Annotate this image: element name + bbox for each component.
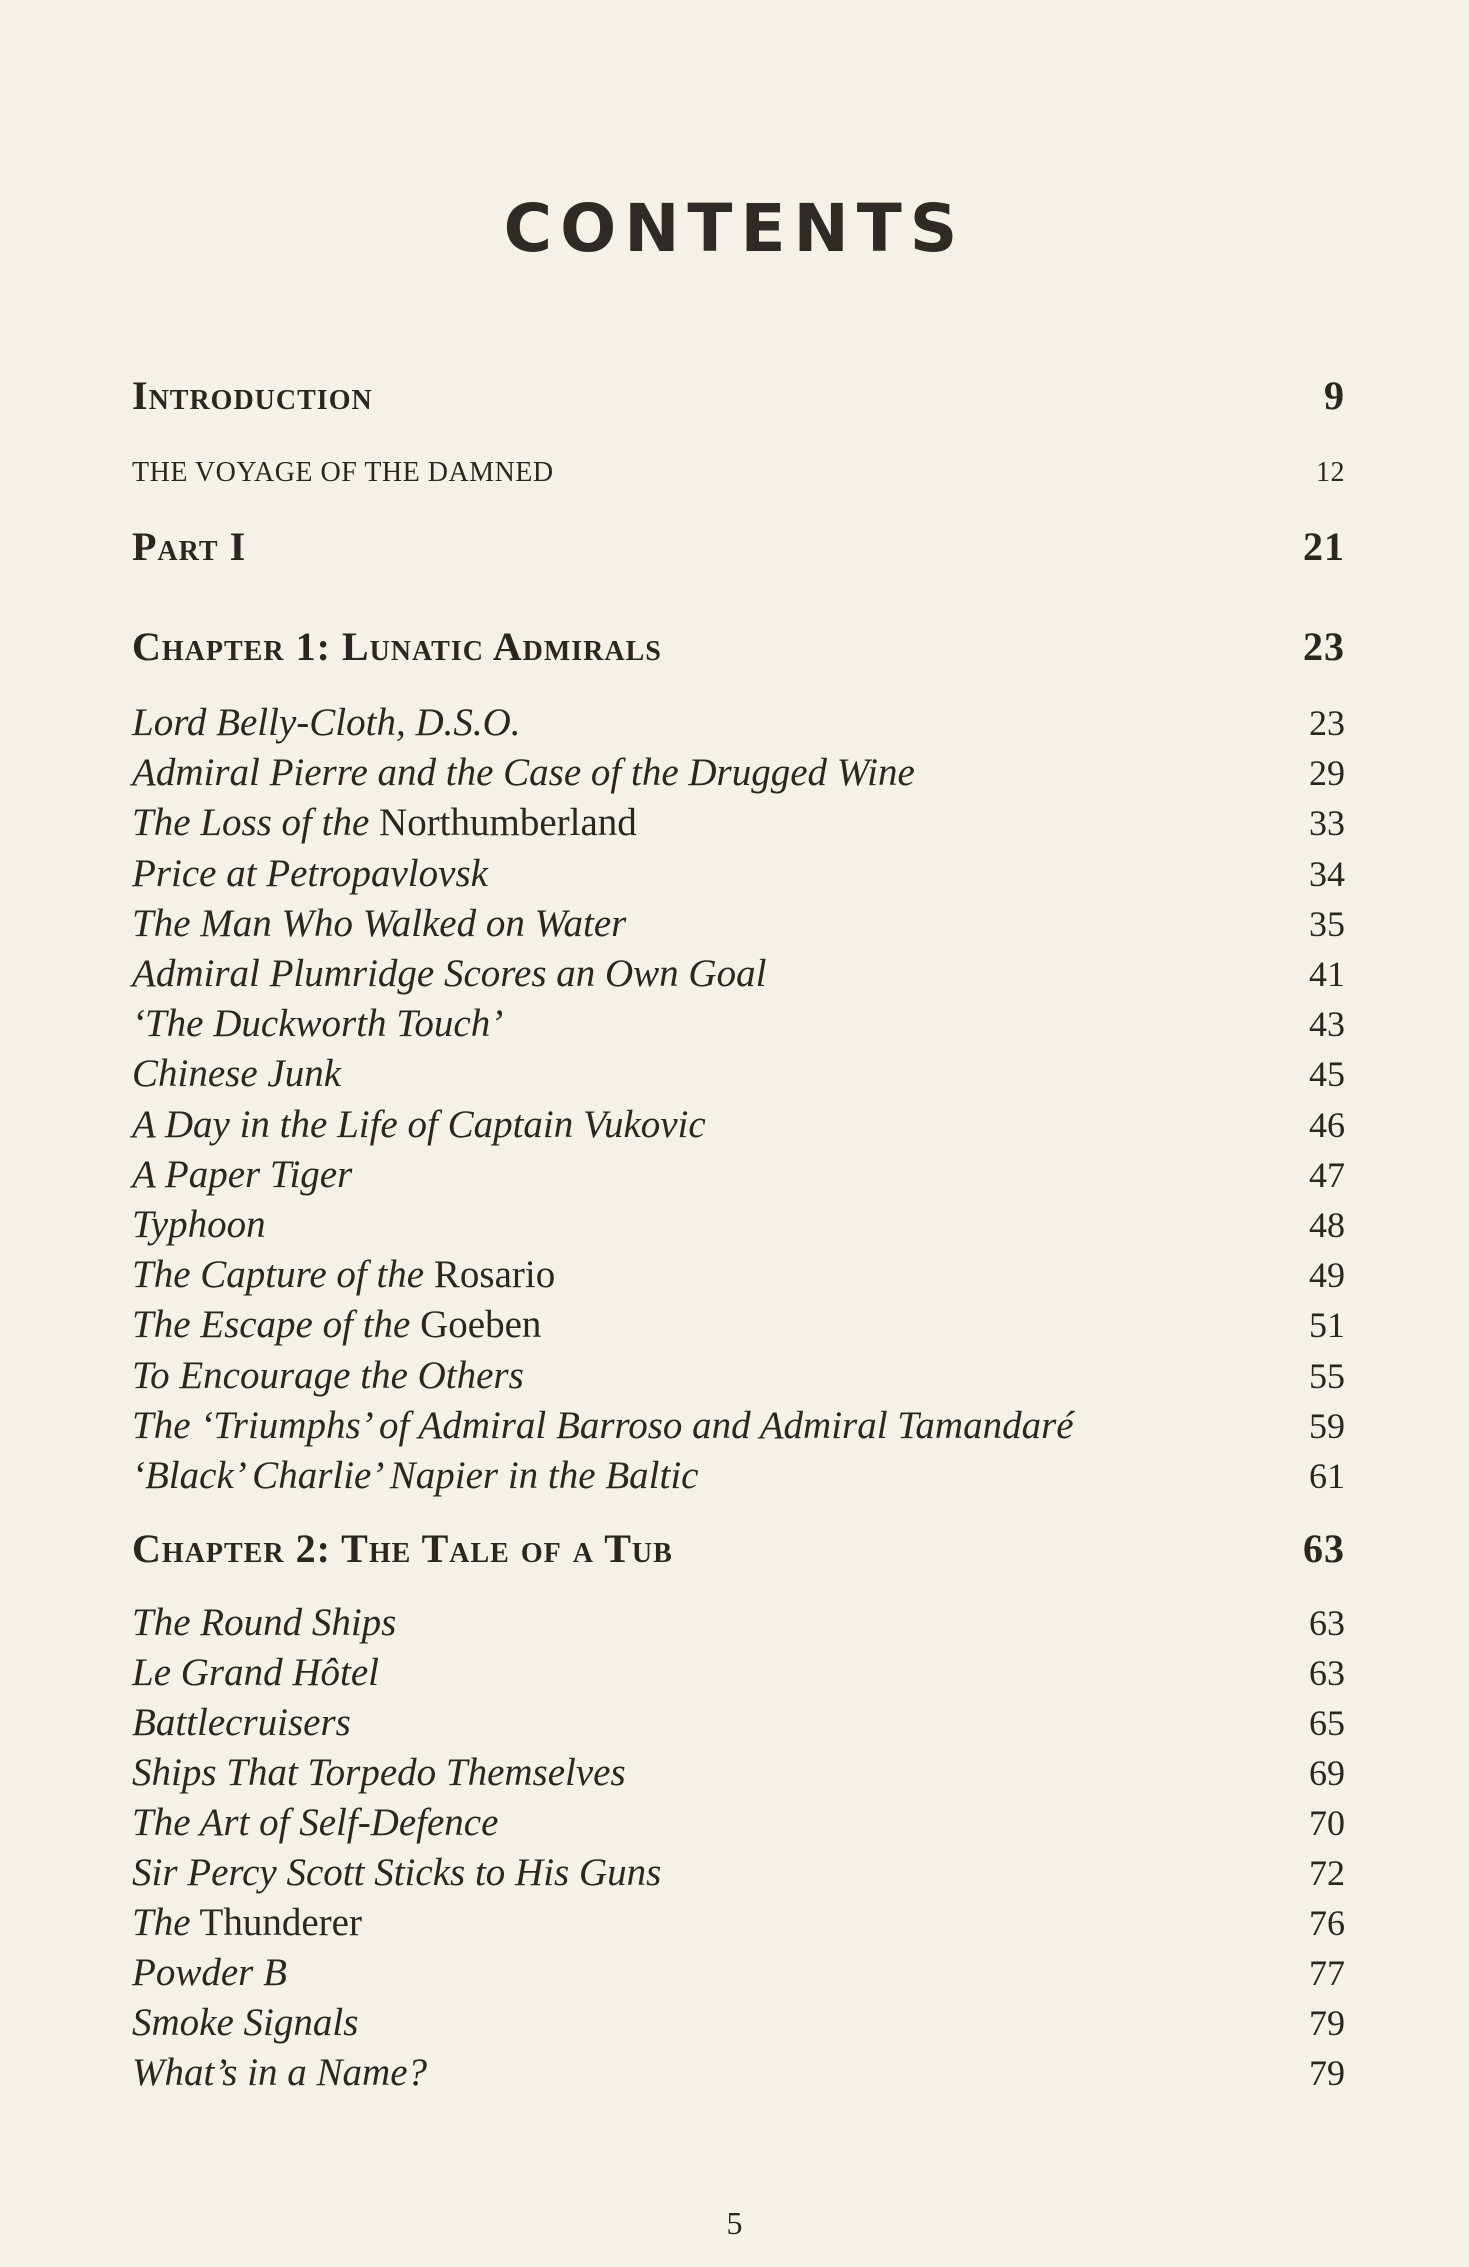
toc-page-number: 65 bbox=[1309, 1703, 1345, 1743]
toc-page-number: 45 bbox=[1309, 1054, 1345, 1095]
toc-page-number: 47 bbox=[1309, 1154, 1345, 1195]
toc-entry-title-text: To Encourage the Others bbox=[132, 1353, 524, 1397]
toc-page-number: 79 bbox=[1309, 2053, 1345, 2093]
toc-entry bbox=[132, 1700, 1345, 1745]
toc-chapter-2 bbox=[132, 1525, 1345, 1572]
toc-entry-title bbox=[132, 800, 637, 845]
toc-entry-title bbox=[132, 1001, 503, 1046]
toc-entry-title-text: Lord Belly-Cloth, D.S.O. bbox=[132, 701, 521, 744]
toc-page-number: 77 bbox=[1309, 1953, 1345, 1993]
toc-entry bbox=[132, 2050, 1345, 2095]
toc-entry bbox=[132, 1850, 1345, 1895]
toc-entry-title-text: The bbox=[132, 1901, 191, 1944]
toc-entry bbox=[132, 951, 1345, 996]
toc-page-number: 48 bbox=[1309, 1205, 1345, 1245]
toc-entry-title bbox=[132, 1800, 498, 1845]
toc-entry-title-text: A Paper Tiger bbox=[132, 1152, 353, 1196]
toc-entry-title-text: The Round Ships bbox=[132, 1601, 397, 1644]
toc-entry-title-text: The Man Who Walked on Water bbox=[132, 901, 627, 945]
toc-page-number: 9 bbox=[1324, 373, 1345, 418]
toc-entry-title bbox=[132, 1302, 541, 1347]
toc-entry-title-text: What’s in a Name? bbox=[132, 2051, 428, 2094]
toc-page-number: 70 bbox=[1309, 1803, 1345, 1843]
toc-page-number: 43 bbox=[1309, 1004, 1345, 1045]
toc-heading-label: Part I bbox=[132, 524, 247, 569]
toc-entry-title-text: The Capture of the bbox=[132, 1253, 425, 1297]
toc-page-number: 35 bbox=[1309, 903, 1345, 944]
toc-page-number: 63 bbox=[1309, 1653, 1345, 1693]
toc-entry bbox=[132, 1102, 1345, 1147]
toc-page-number: 63 bbox=[1303, 1526, 1345, 1571]
toc-chapter-1 bbox=[132, 623, 1345, 670]
toc-entry-title bbox=[132, 700, 521, 745]
toc-page-number: 79 bbox=[1309, 2003, 1345, 2043]
toc-entry-title bbox=[132, 951, 766, 996]
toc-entry-title bbox=[132, 1600, 396, 1645]
toc-introduction bbox=[132, 372, 1345, 419]
toc-page-number: 55 bbox=[1309, 1355, 1345, 1396]
toc-sub-label: THE VOYAGE OF THE DAMNED bbox=[132, 457, 554, 488]
toc-entry-title bbox=[132, 750, 915, 795]
toc-entry-title-text: The Art of Self-Defence bbox=[132, 1801, 499, 1844]
toc-entry-title bbox=[132, 1650, 379, 1695]
toc-entry-title bbox=[132, 1900, 362, 1945]
toc-entry bbox=[132, 1152, 1345, 1197]
toc-entry bbox=[132, 1403, 1345, 1448]
toc-page-number: 33 bbox=[1309, 803, 1345, 844]
toc-page-number: 21 bbox=[1303, 524, 1345, 569]
toc-entry bbox=[132, 1353, 1345, 1398]
toc-entry-title-text: The ‘Triumphs’ of Admiral Barroso and Admiral Tamandaré bbox=[132, 1403, 1074, 1447]
toc-entry bbox=[132, 800, 1345, 845]
toc-page-number: 69 bbox=[1309, 1753, 1345, 1793]
toc-page-number: 51 bbox=[1309, 1305, 1345, 1346]
toc-page-number: 59 bbox=[1309, 1405, 1345, 1446]
toc-page-number: 29 bbox=[1309, 753, 1345, 794]
toc-entry-title bbox=[132, 1403, 1074, 1448]
toc-entry-title bbox=[132, 1252, 555, 1297]
toc-entry-ship-name: Thunderer bbox=[190, 1901, 362, 1944]
toc-entry-title bbox=[132, 1750, 626, 1795]
toc-entry-title bbox=[132, 851, 488, 896]
toc-entry bbox=[132, 901, 1345, 946]
toc-entry bbox=[132, 851, 1345, 896]
toc-entry-title-text: Sir Percy Scott Sticks to His Guns bbox=[132, 1851, 662, 1894]
toc-page-number: 76 bbox=[1309, 1903, 1345, 1943]
toc-entry bbox=[132, 1051, 1345, 1096]
toc-page-number: 63 bbox=[1309, 1603, 1345, 1643]
toc-entry-title-text: Battlecruisers bbox=[132, 1701, 351, 1744]
toc-page-number: 23 bbox=[1303, 624, 1345, 669]
toc-entry bbox=[132, 1252, 1345, 1297]
toc-page-number: 41 bbox=[1309, 954, 1345, 994]
toc-entry-title bbox=[132, 2050, 427, 2095]
toc-entry-title-text: Admiral Plumridge Scores an Own Goal bbox=[132, 952, 767, 995]
toc-entry bbox=[132, 1600, 1345, 1645]
toc-entry bbox=[132, 1900, 1345, 1945]
toc-entry-title-text: A Day in the Life of Captain Vukovic bbox=[132, 1102, 706, 1146]
toc-entry-title-text: The Loss of the bbox=[132, 801, 370, 845]
toc-entry-ship-name: Goeben bbox=[410, 1303, 542, 1347]
toc-chapter-label: Chapter 1: Lunatic Admirals bbox=[132, 624, 662, 669]
toc-chapter-label: Chapter 2: The Tale of a Tub bbox=[132, 1526, 673, 1571]
toc-part-1 bbox=[132, 523, 1345, 570]
toc-page-number: 23 bbox=[1309, 703, 1345, 743]
toc-entry-title-text: Powder B bbox=[132, 1951, 287, 1994]
toc-entry-title bbox=[132, 1353, 524, 1398]
toc-entry bbox=[132, 1202, 1345, 1247]
toc-entry bbox=[132, 1950, 1345, 1995]
page-number-footer: 5 bbox=[726, 2205, 743, 2241]
toc-entry-title-text: The Escape of the bbox=[132, 1303, 411, 1347]
toc-entry bbox=[132, 1750, 1345, 1795]
toc-entry-ship-name: Northumberland bbox=[369, 801, 637, 845]
toc-entry bbox=[132, 2000, 1345, 2045]
toc-entry-title-text: Price at Petropavlovsk bbox=[132, 851, 488, 895]
toc-entry-title-text: Admiral Pierre and the Case of the Drugged Wine bbox=[132, 751, 915, 795]
toc-entry-title-text: Smoke Signals bbox=[132, 2001, 359, 2044]
toc-entry bbox=[132, 1302, 1345, 1347]
toc-voyage bbox=[132, 457, 1345, 489]
toc-entry-title-text: Typhoon bbox=[132, 1203, 266, 1246]
toc-entry bbox=[132, 1001, 1345, 1046]
toc-entry-ship-name: Rosario bbox=[424, 1253, 556, 1297]
toc-page-number: 49 bbox=[1309, 1255, 1345, 1296]
page-title: CONTENTS bbox=[503, 190, 966, 267]
toc-entry-title bbox=[132, 2000, 358, 2045]
toc-page-number: 46 bbox=[1309, 1104, 1345, 1145]
toc-entry-title bbox=[132, 1051, 341, 1096]
toc-page-number: 12 bbox=[1316, 457, 1345, 488]
toc-entry-title-text: Chinese Junk bbox=[132, 1052, 342, 1096]
toc-entry-title-text: Le Grand Hôtel bbox=[132, 1651, 379, 1694]
toc-entry-title-text: ‘The Duckworth Touch’ bbox=[132, 1002, 504, 1046]
toc-entry bbox=[132, 1453, 1345, 1498]
toc-page-number: 34 bbox=[1309, 853, 1345, 894]
toc-entry-title bbox=[132, 1850, 661, 1895]
toc-page-number: 72 bbox=[1309, 1853, 1345, 1893]
toc-entry-title-text: ‘Black’ Charlie’ Napier in the Baltic bbox=[132, 1454, 699, 1497]
toc-entry bbox=[132, 750, 1345, 795]
toc-entry-title bbox=[132, 1950, 287, 1995]
toc-entry bbox=[132, 1800, 1345, 1845]
toc-entry-title bbox=[132, 1102, 706, 1147]
toc-entry-title bbox=[132, 1152, 352, 1197]
toc-heading-label: Introduction bbox=[132, 373, 373, 418]
toc-entry bbox=[132, 1650, 1345, 1695]
toc-entry-title-text: Ships That Torpedo Themselves bbox=[132, 1751, 626, 1794]
toc-entry-title bbox=[132, 1453, 698, 1498]
toc-entry-title bbox=[132, 1202, 266, 1247]
toc-entry bbox=[132, 700, 1345, 745]
toc-entry-title bbox=[132, 901, 626, 946]
toc-entry-title bbox=[132, 1700, 351, 1745]
toc-page-number: 61 bbox=[1309, 1456, 1345, 1496]
